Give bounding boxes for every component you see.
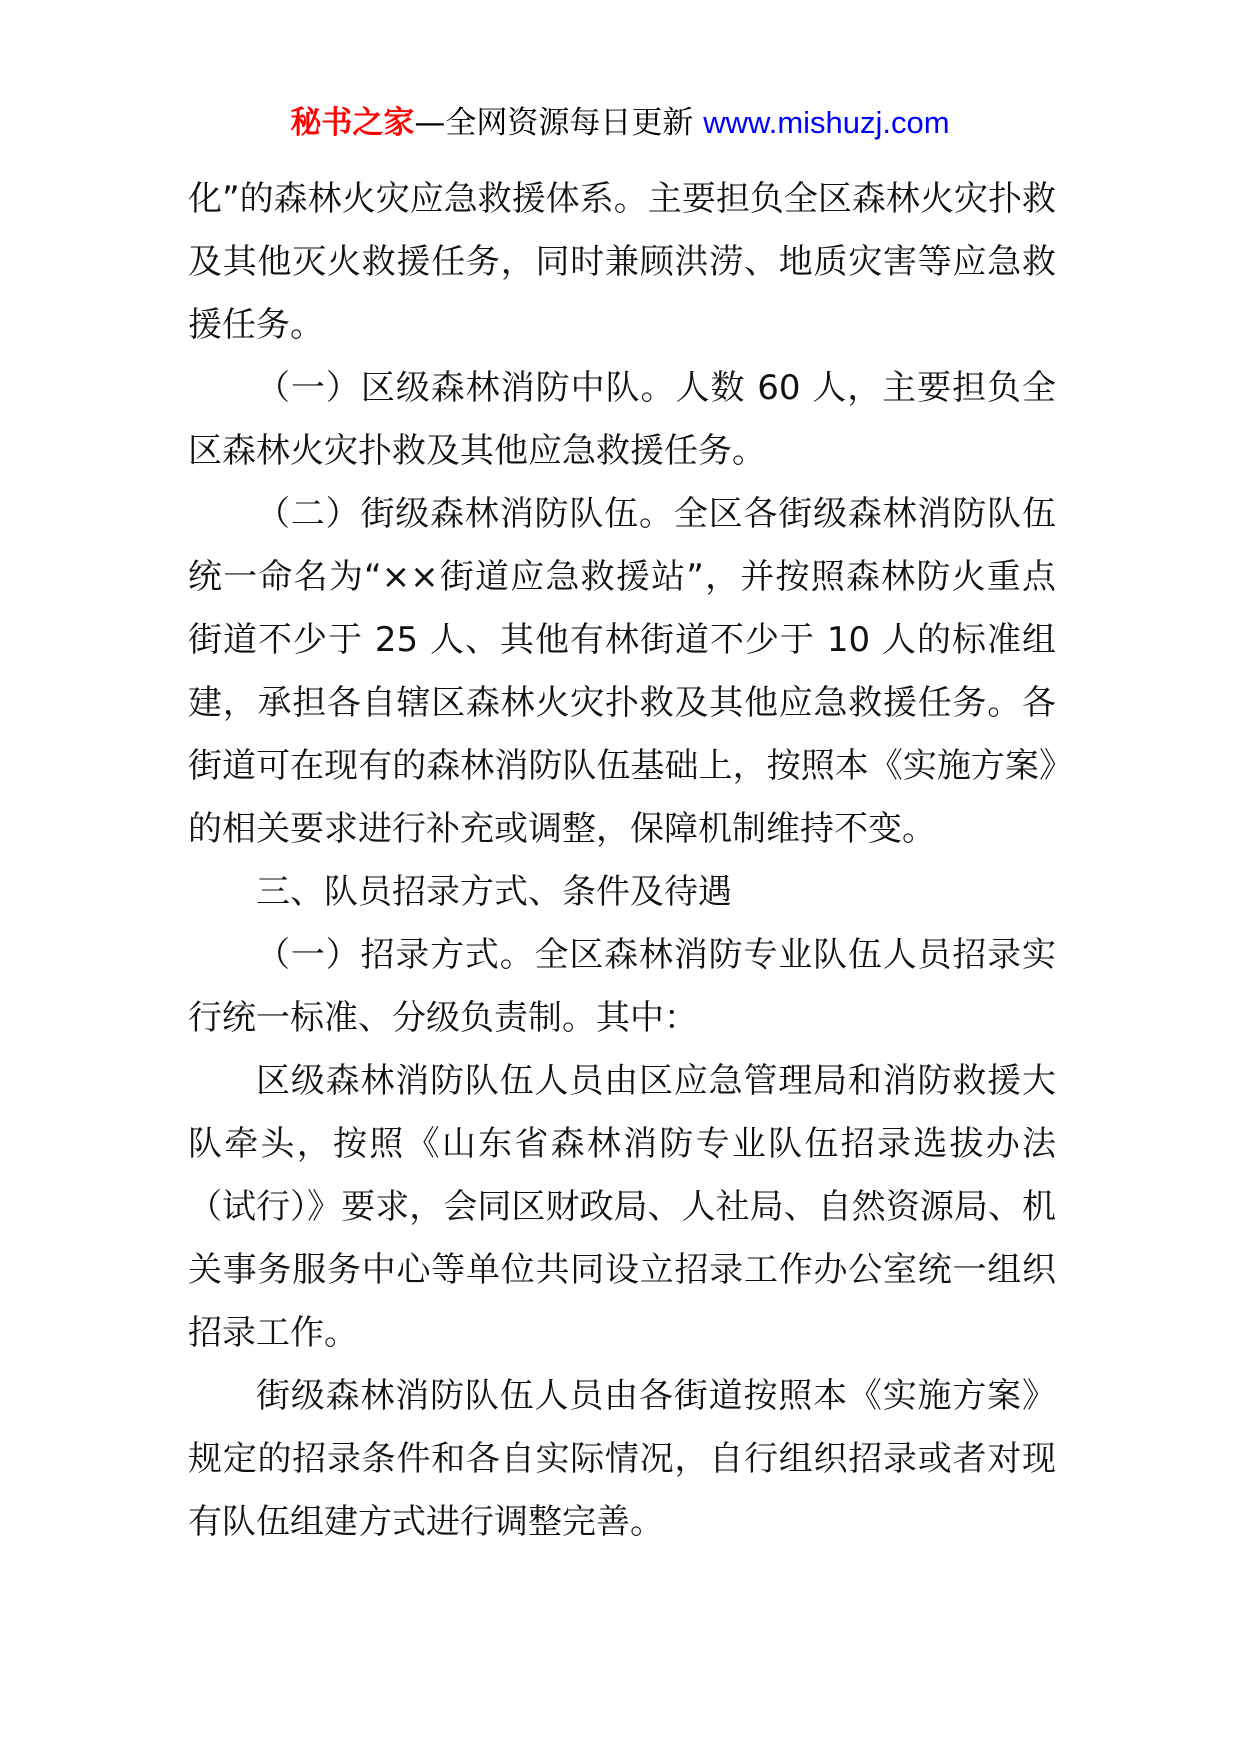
paragraph: （一）区级森林消防中队。人数 60 人，主要担负全区森林火灾扑救及其他应急救援任务。 (188, 368, 1056, 471)
document-body (188, 168, 1056, 1554)
section-heading: 三、队员招录方式、条件及待遇 (256, 872, 732, 912)
site-header (0, 102, 1240, 144)
paragraph: （一）招录方式。全区森林消防专业队伍人员招录实行统一标准、分级负责制。其中： (188, 935, 1056, 1038)
site-url-link[interactable]: www.mishuzj.com (703, 105, 950, 140)
paragraph: 街级森林消防队伍人员由各街道按照本《实施方案》规定的招录条件和各自实际情况，自行组织招录或者对现有队伍组建方式进行调整完善。 (188, 1376, 1056, 1542)
paragraph: （二）街级森林消防队伍。全区各街级森林消防队伍统一命名为“××街道应急救援站”，并按照森林防火重点街道不少于 25 人、其他有林街道不少于 10 人的标准组建，承担各自辖区森林火灾扑救及其他应急救援任务。各街道可在现有的森林消防队伍基础上，按照本《实施方案》的相关要求进行补充或调整，保障机制维持不变。 (188, 494, 1056, 849)
site-brand: 秘书之家 (290, 105, 415, 141)
site-slogan: —全网资源每日更新 (414, 105, 704, 141)
paragraph: 区级森林消防队伍人员由区应急管理局和消防救援大队牵头，按照《山东省森林消防专业队伍招录选拔办法（试行）》要求，会同区财政局、人社局、自然资源局、机关事务服务中心等单位共同设立招录工作办公室统一组织招录工作。 (188, 1061, 1056, 1353)
paragraph: 化”的森林火灾应急救援体系。主要担负全区森林火灾扑救及其他灭火救援任务，同时兼顾洪涝、地质灾害等应急救援任务。 (188, 179, 1056, 345)
